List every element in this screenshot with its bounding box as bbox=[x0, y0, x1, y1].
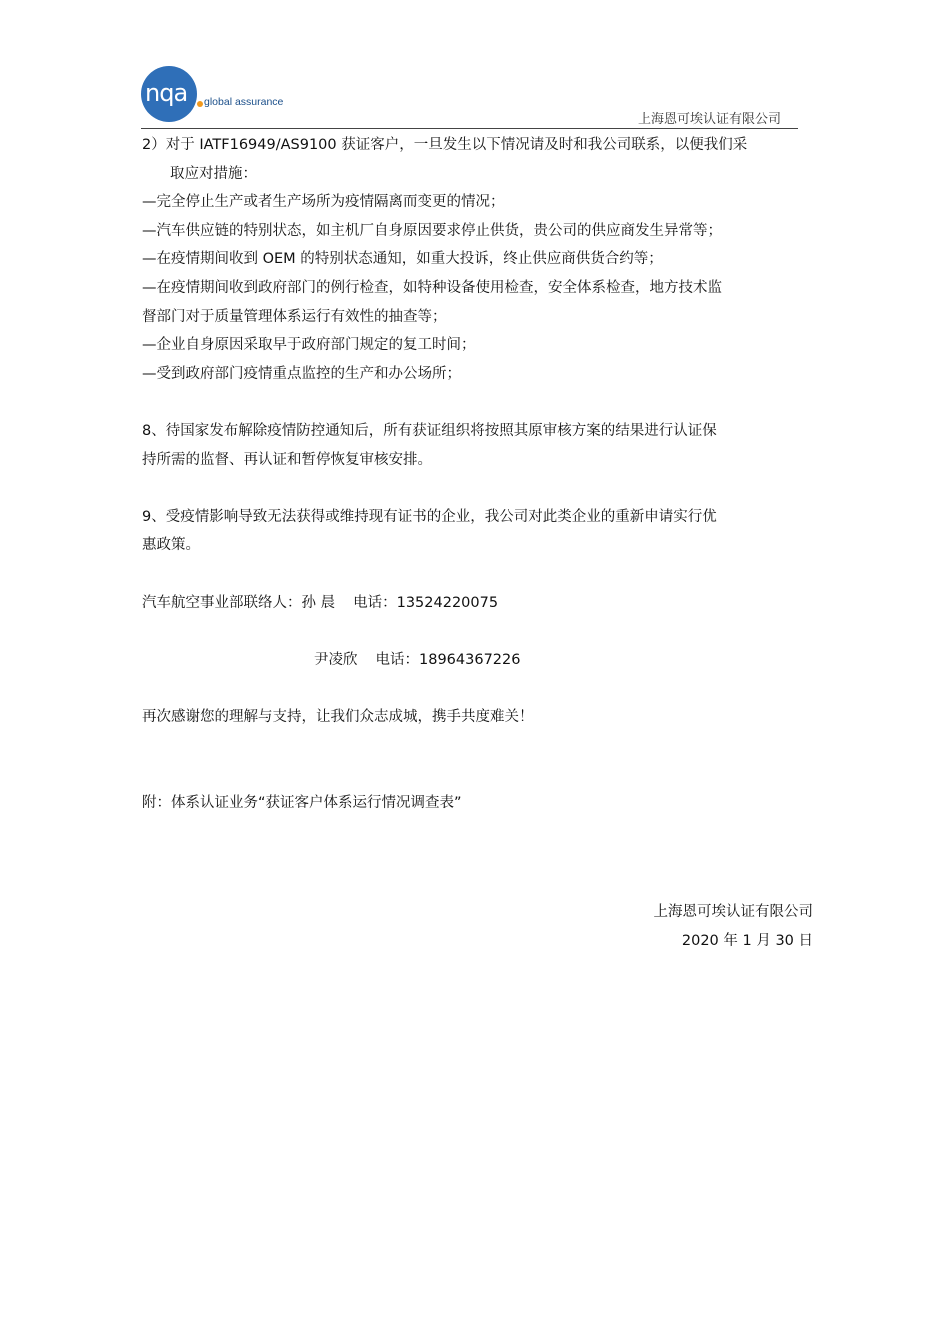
signature-company: 上海恩可埃认证有限公司 bbox=[653, 904, 813, 920]
item8-line1: 8、待国家发布解除疫情防控通知后，所有获证组织将按照其原审核方案的结果进行认证保 bbox=[142, 422, 717, 439]
contact2-name: 尹凌欣 bbox=[314, 651, 358, 668]
item8-line2: 持所需的监督、再认证和暂停恢复审核安排。 bbox=[142, 451, 432, 468]
spacer bbox=[142, 760, 802, 789]
spacer bbox=[142, 674, 802, 703]
header-divider bbox=[141, 128, 798, 129]
spacer bbox=[142, 474, 802, 503]
contact1-phone: 电话：13524220075 bbox=[353, 594, 499, 611]
logo-tagline: global assurance bbox=[204, 96, 284, 108]
bullet-line: —汽车供应链的特别状态，如主机厂自身原因要求停止供货，贵公司的供应商发生异常等； bbox=[142, 222, 722, 239]
logo-mark: nqa bbox=[145, 79, 188, 107]
item2-line2: 取应对措施： bbox=[170, 165, 257, 182]
signature-block bbox=[654, 898, 814, 955]
bullet-line: —企业自身原因采取早于政府部门规定的复工时间； bbox=[142, 337, 476, 354]
contact1-label: 汽车航空事业部联络人：孙 晨 bbox=[142, 594, 336, 611]
nqa-logo bbox=[141, 66, 301, 126]
contact-line-1 bbox=[142, 589, 802, 618]
attachment-line: 附：体系认证业务“获证客户体系运行情况调查表” bbox=[142, 794, 462, 811]
spacer bbox=[142, 731, 802, 760]
contact-line-2 bbox=[142, 646, 802, 675]
bullet-line: —在疫情期间收到 OEM 的特别状态通知，如重大投诉，终止供应商供货合约等； bbox=[142, 251, 663, 268]
bullet-line: —受到政府部门疫情重点监控的生产和办公场所； bbox=[142, 365, 461, 382]
bullet-line: —完全停止生产或者生产场所为疫情隔离而变更的情况； bbox=[142, 194, 505, 211]
item9-line2: 惠政策。 bbox=[142, 537, 200, 554]
logo-dot-icon bbox=[197, 101, 203, 107]
letter-body bbox=[142, 131, 802, 817]
thanks-line: 再次感谢您的理解与支持，让我们众志成城，携手共度难关！ bbox=[142, 708, 534, 725]
header-company-name: 上海恩可埃认证有限公司 bbox=[637, 112, 781, 127]
bullet-line: —在疫情期间收到政府部门的例行检查，如特种设备使用检查，安全体系检查，地方技术监 bbox=[142, 279, 722, 296]
item2-line1: 2）对于 IATF16949/AS9100 获证客户，一旦发生以下情况请及时和我公司联系，以便我们采 bbox=[142, 137, 748, 153]
logo-circle bbox=[141, 66, 197, 122]
signature-date: 2020 年 1 月 30 日 bbox=[681, 932, 813, 949]
bullet-line: 督部门对于质量管理体系运行有效性的抽查等； bbox=[142, 308, 447, 325]
spacer bbox=[142, 560, 802, 589]
spacer bbox=[142, 617, 802, 646]
spacer bbox=[142, 388, 802, 417]
item9-line1: 9、受疫情影响导致无法获得或维持现有证书的企业，我公司对此类企业的重新申请实行优 bbox=[142, 508, 717, 525]
contact2-phone: 电话：18964367226 bbox=[375, 651, 521, 668]
